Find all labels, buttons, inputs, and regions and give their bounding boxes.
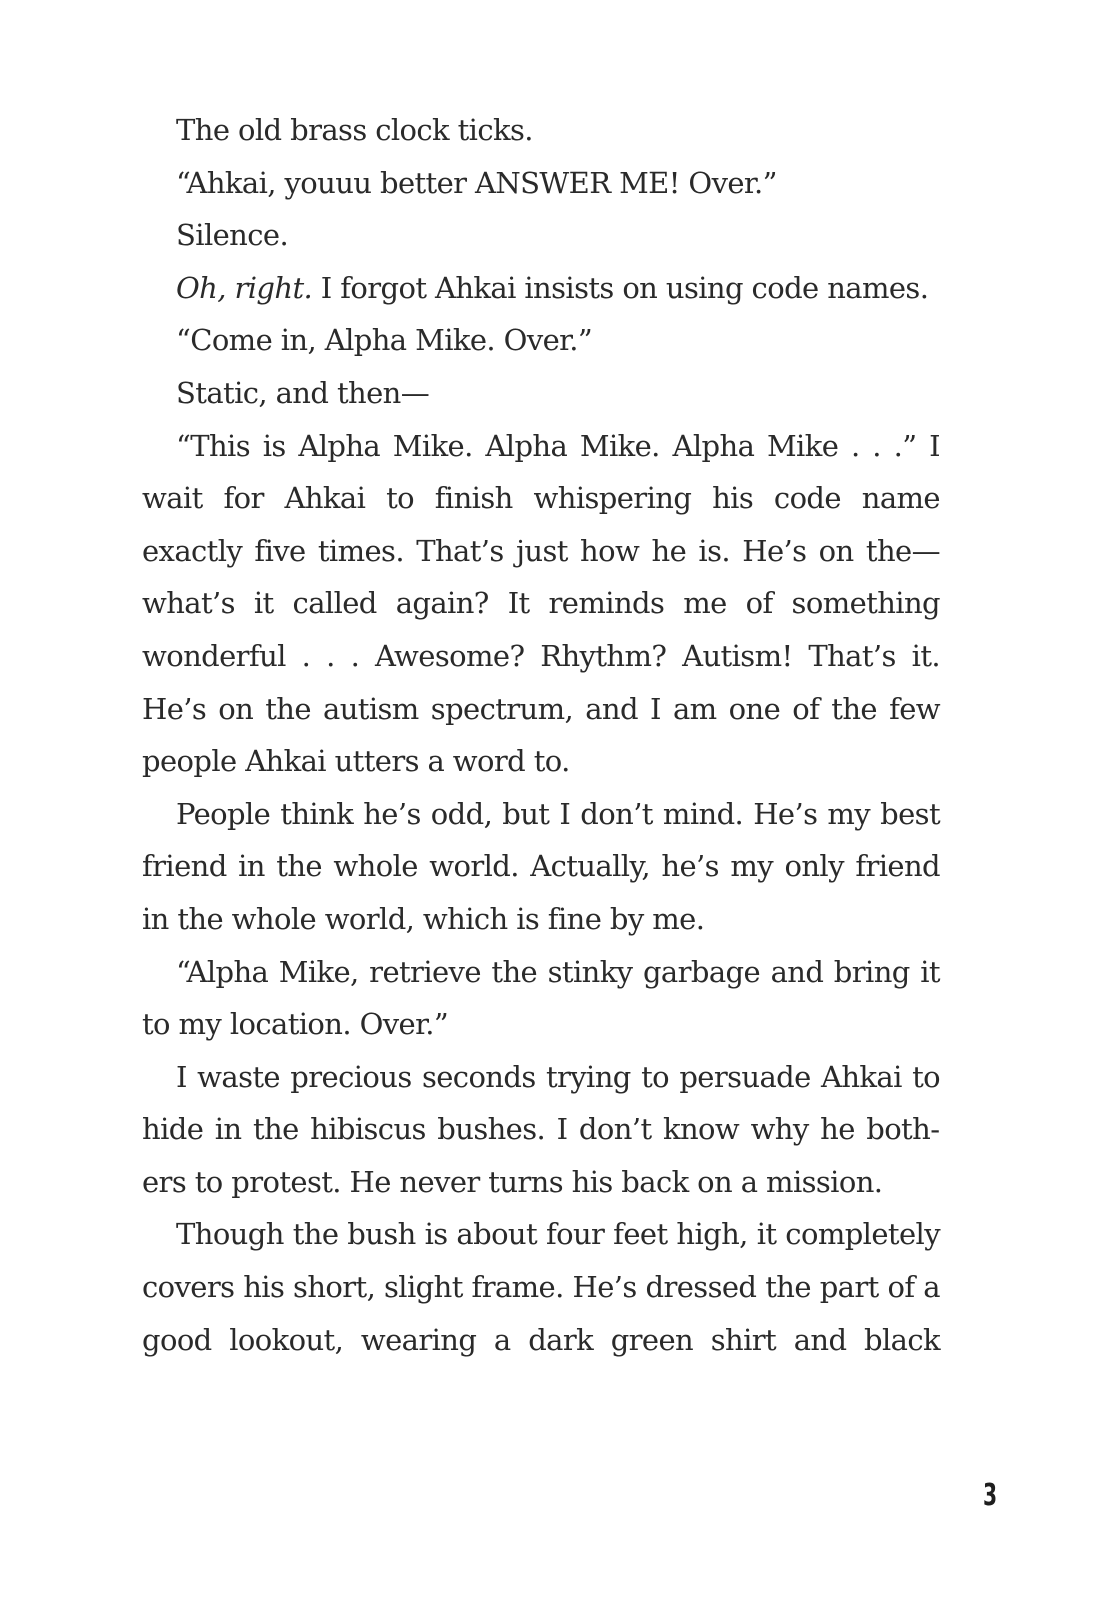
italic-phrase: Oh, right. <box>176 270 313 305</box>
book-page-text <box>142 104 940 1366</box>
paragraph-3: Silence. <box>176 218 289 253</box>
paragraph-7: “This is Alpha Mike. Alpha Mike. Alpha Mike . . .” I wait for Ahkai to finish whispering his code name exactly five times. That’s just how he is. He’s on the— what’s it called again? It reminds me of something wonderful . . . Awesome? Rhythm? Autism! That’s it. He’s on the autism spectrum, and I am one of the few people Ahkai utters a word to. <box>142 428 940 779</box>
paragraph-4-text: I forgot Ahkai insists on using code names. <box>320 270 929 305</box>
paragraph-4 <box>142 262 940 315</box>
paragraph-2: “Ahkai, youuu better ANSWER ME! Over.” <box>176 165 777 200</box>
page-number: 3 <box>983 1478 998 1513</box>
paragraph-6: Static, and then— <box>176 375 430 410</box>
paragraph-10: I waste precious seconds trying to persuade Ahkai to hide in the hibiscus bushes. I don’t know why he bothers to protest. He never turns his back on a mission. <box>142 1059 940 1199</box>
paragraph-11: Though the bush is about four feet high, it completely covers his short, slight frame. He’s dressed the part of a good lookout, wearing a dark green shirt and black <box>142 1217 940 1357</box>
paragraph-9: “Alpha Mike, retrieve the stinky garbage and bring it to my location. Over.” <box>142 954 940 1042</box>
paragraph-5: “Come in, Alpha Mike. Over.” <box>176 323 593 358</box>
paragraph-8: People think he’s odd, but I don’t mind. He’s my best friend in the whole world. Actually, he’s my only friend in the whole world, which is fine by me. <box>142 796 940 936</box>
paragraph-1: The old brass clock ticks. <box>176 113 533 147</box>
